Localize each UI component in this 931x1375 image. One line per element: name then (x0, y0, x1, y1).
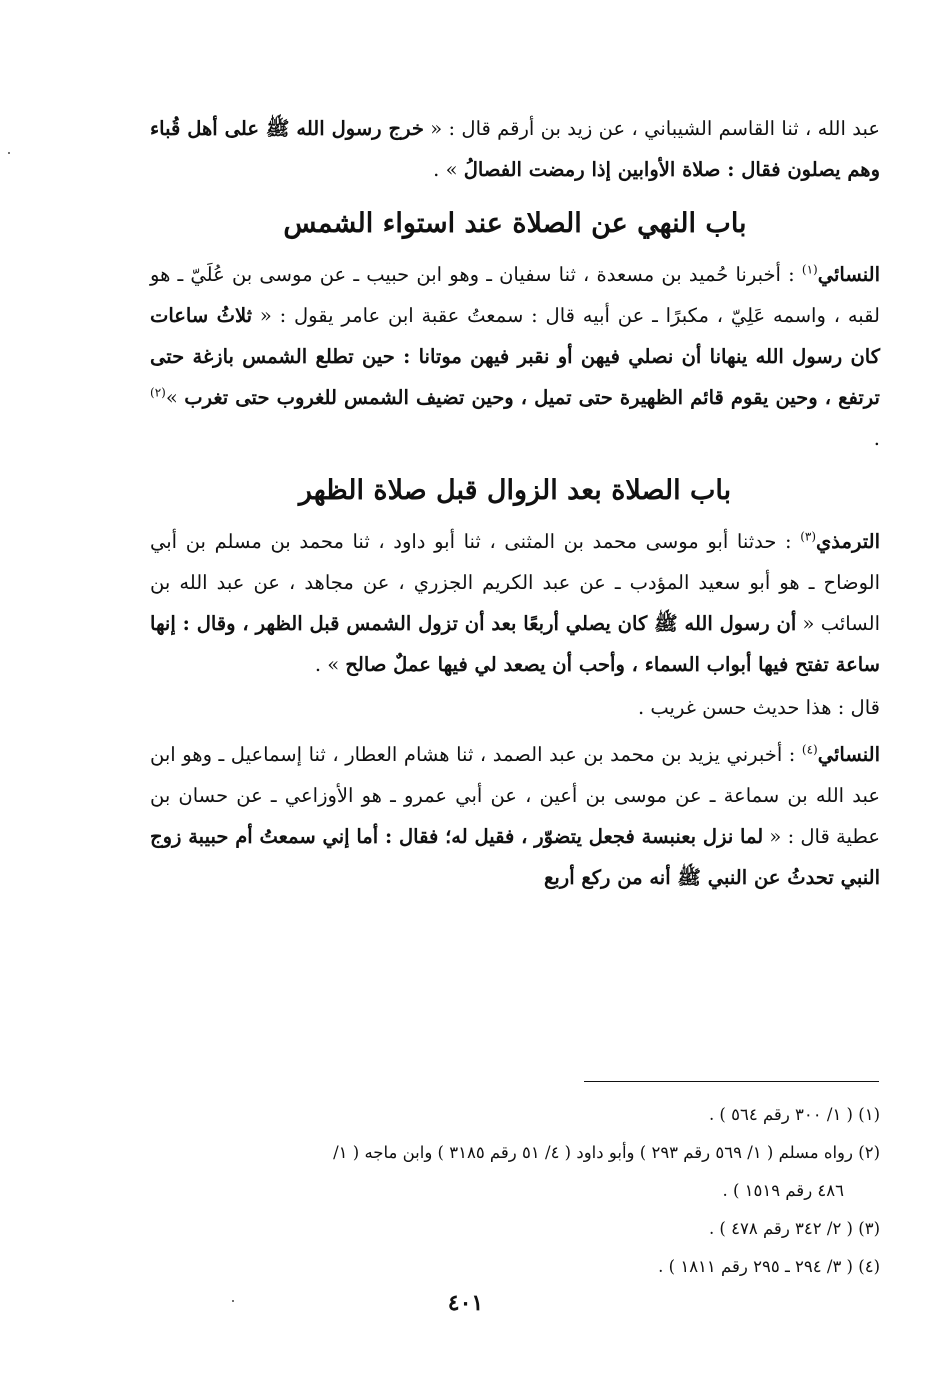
section-heading-1: باب النهي عن الصلاة عند استواء الشمس (283, 208, 747, 239)
end-mark: . (873, 427, 880, 450)
footnote-ref-4[interactable]: (٤) (801, 742, 818, 757)
main-text (150, 108, 880, 898)
footnote-ref-1[interactable]: (١) (801, 262, 818, 277)
footnote-1: (١) ( ١/ ٣٠٠ رقم ٥٦٤ ) . (708, 1105, 880, 1124)
paragraph-5 (150, 734, 880, 898)
narration-chain: : أخبرني يزيد بن محمد بن عبد الصمد ، ثنا هشام العطار ، ثنا إسماعيل ـ وهو ابن عبد الله بن سماعة ـ عن موسى بن أعين ، عن أبي عمرو ـ هو الأوزاعي ـ عن حسان بن عطية قال : « (150, 743, 880, 848)
scan-speck (232, 1300, 234, 1302)
section-heading-2: باب الصلاة بعد الزوال قبل صلاة الظهر (298, 475, 732, 506)
closing-quote: » . (433, 158, 464, 181)
narration-chain: : أخبرنا حُميد بن مسعدة ، ثنا سفيان ـ وهو ابن حبيب ـ عن موسى بن عُلَيّ ـ هو لقبه ، واسمه عَلِيّ ، مكبرًا ـ عن أبيه قال : سمعتُ عقبة ابن عامر يقول : « (150, 263, 880, 327)
paragraph-1 (150, 108, 880, 190)
footnote-4: (٤) ( ٣/ ٢٩٤ ـ ٢٩٥ رقم ١٨١١ ) . (658, 1257, 880, 1276)
scan-speck (8, 152, 10, 154)
paragraph-4-grading: قال : هذا حديث حسن غريب . (637, 696, 880, 719)
narration-chain: : حدثنا أبو موسى محمد بن المثنى ، ثنا أبو داود ، ثنا محمد بن مسلم بن أبي الوضاح ـ هو أبو سعيد المؤدب ـ عن عبد الكريم الجزري ، عن مجاهد ، عن عبد الله بن السائب « (150, 530, 880, 635)
hadith-text: ثلاثُ ساعات كان رسول الله ينهانا أن نصلي فيهن أو نقبر فيهن موتانا : حين تطلع الشمس بازغة حتى ترتفع ، وحين يقوم قائم الظهيرة حتى تميل ، وحين تضيف الشمس للغروب حتى تغرب (150, 304, 880, 409)
footnote-divider (584, 1081, 879, 1082)
paragraph-3 (150, 521, 880, 685)
source-name: النسائي (817, 743, 880, 766)
hadith-text: أن رسول الله ﷺ كان يصلي أربعًا بعد أن تزول الشمس قبل الظهر ، وقال : إنها ساعة تفتح فيها أبواب السماء ، وأحب أن يصعد لي فيها عملٌ صالح (150, 612, 880, 676)
closing-quote: » (165, 386, 185, 409)
footnote-2: (٢) رواه مسلم ( ١/ ٥٦٩ رقم ٢٩٣ ) وأبو داود ( ٤/ ٥١ رقم ٣١٨٥ ) وابن ماجه ( ١/ (333, 1143, 880, 1162)
footnote-3: (٣) ( ٢/ ٣٤٢ رقم ٤٧٨ ) . (708, 1219, 880, 1238)
footnotes (150, 1096, 880, 1286)
closing-quote: » . (314, 653, 346, 676)
narration-chain: عبد الله ، ثنا القاسم الشيباني ، عن زيد بن أرقم قال : « (423, 117, 880, 140)
source-name: النسائي (817, 263, 880, 286)
footnote-2-continuation: ٤٨٦ رقم ١٥١٩ ) . (722, 1181, 844, 1200)
hadith-text: لما نزل بعنبسة فجعل يتضوّر ، فقيل له؛ فقال : أما إني سمعتُ أم حبيبة زوج النبي تحدثُ عن النبي ﷺ أنه من ركع أربع (150, 825, 880, 889)
footnote-ref-2[interactable]: (٢) (150, 385, 166, 400)
footnote-ref-3[interactable]: (٣) (800, 529, 817, 544)
hadith-text: خرج رسول الله ﷺ على أهل قُباء وهم يصلون فقال : صلاة الأوابين إذا رمضت الفصالُ (150, 117, 880, 181)
source-name: الترمذي (816, 530, 880, 553)
paragraph-2 (150, 254, 880, 459)
page-number: ٤٠١ (447, 1290, 484, 1316)
